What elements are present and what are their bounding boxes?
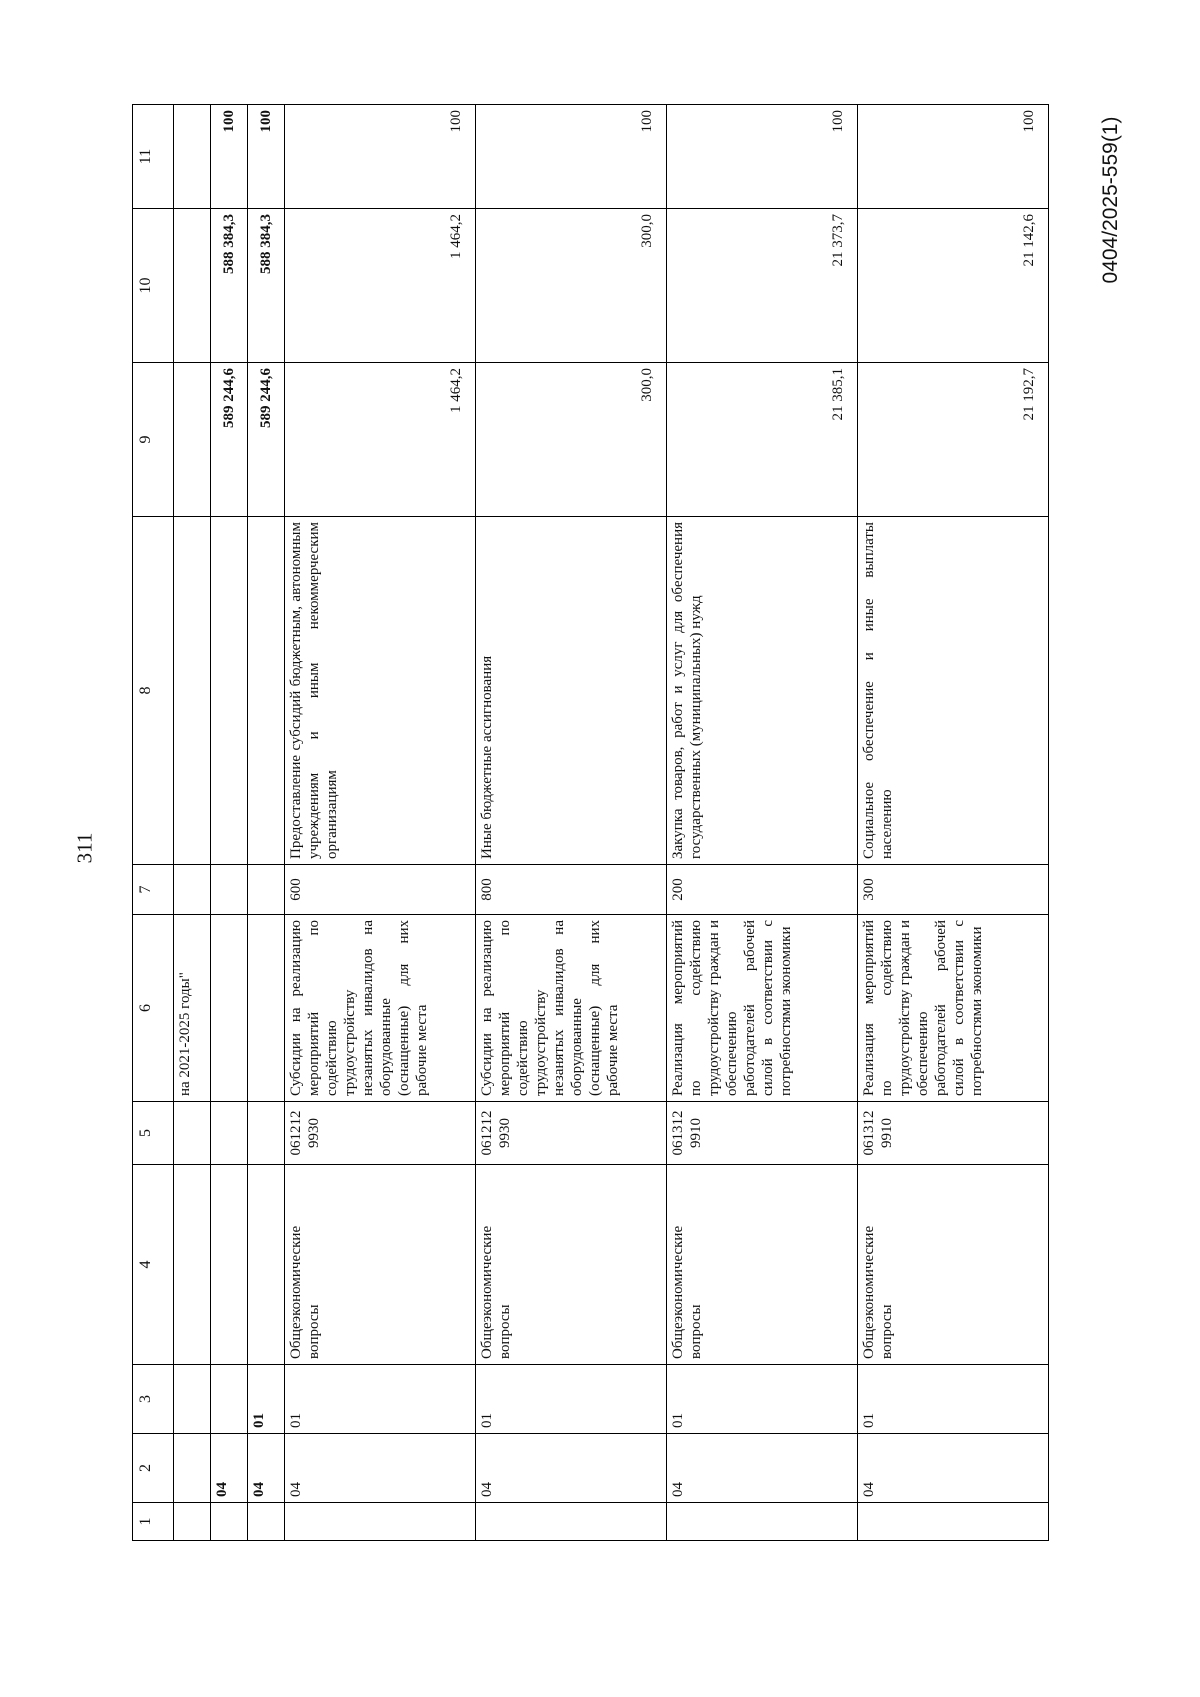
cell-subsection-name (248, 1165, 285, 1365)
header-row (133, 105, 174, 1541)
program-title-row (174, 105, 211, 1541)
cell-expense-type: 200 (667, 865, 858, 915)
cell-executed: 1 464,2 (285, 209, 476, 363)
cell-subsection-name: Общеэкономические вопросы (858, 1165, 1049, 1365)
cell-target-code: 061212 9930 (285, 1102, 476, 1165)
cell-c1 (211, 1503, 248, 1541)
cell-target-name: Реализация мероприятий по содействию трудоустройству граждан и обеспечению работодателей рабочей силой в соответствии с потребностями экономики (667, 915, 858, 1102)
col-header-10: 10 (133, 209, 174, 363)
cell-executed: 300,0 (476, 209, 667, 363)
cell-c1 (476, 1503, 667, 1541)
cell-expense-name: Закупка товаров, работ и услуг для обеспечения государственных (муниципальных) нужд (667, 517, 858, 865)
cell-expense-type: 300 (858, 865, 1049, 915)
col-header-5: 5 (133, 1102, 174, 1165)
cell-planned: 21 385,1 (667, 363, 858, 517)
cell-target-name: Реализация мероприятий по содействию трудоустройству граждан и обеспечению работодателей рабочей силой в соответствии с потребностями экономики (858, 915, 1049, 1102)
cell-section: 04 (248, 1434, 285, 1503)
cell-subsection (211, 1365, 248, 1434)
col-header-7: 7 (133, 865, 174, 915)
cell-section: 04 (858, 1434, 1049, 1503)
col-header-6: 6 (133, 915, 174, 1102)
cell-target-name (211, 915, 248, 1102)
cell-target-code (211, 1102, 248, 1165)
cell-expense-name: Социальное обеспечение и иные выплаты населению (858, 517, 1049, 865)
cell-section: 04 (667, 1434, 858, 1503)
cell-expense-type (248, 865, 285, 915)
col-header-2: 2 (133, 1434, 174, 1503)
col-header-8: 8 (133, 517, 174, 865)
cell-c1 (285, 1503, 476, 1541)
cell-section: 04 (476, 1434, 667, 1503)
cell-percent: 100 (858, 105, 1049, 209)
col-header-1: 1 (133, 1503, 174, 1541)
cell-percent: 100 (285, 105, 476, 209)
page-number: 311 (72, 832, 97, 864)
cell-expense-type: 600 (285, 865, 476, 915)
cell-executed: 588 384,3 (248, 209, 285, 363)
col-header-11: 11 (133, 105, 174, 209)
cell-target-code: 061312 9910 (667, 1102, 858, 1165)
budget-table-rotated (132, 105, 1037, 1541)
cell-subsection: 01 (476, 1365, 667, 1434)
cell-planned: 1 464,2 (285, 363, 476, 517)
col-header-3: 3 (133, 1365, 174, 1434)
cell-target-name: Субсидии на реализацию мероприятий по содействию трудоустройству незанятых инвалидов на оборудованные (оснащенные) для них рабочие места (476, 915, 667, 1102)
cell-expense-name (211, 517, 248, 865)
cell-expense-name (248, 517, 285, 865)
cell-target-name: Субсидии на реализацию мероприятий по содействию трудоустройству незанятых инвалидов на оборудованные (оснащенные) для них рабочие места (285, 915, 476, 1102)
cell-percent: 100 (667, 105, 858, 209)
cell-c1 (667, 1503, 858, 1541)
cell-subsection-name: Общеэкономические вопросы (476, 1165, 667, 1365)
cell-c1 (248, 1503, 285, 1541)
cell-target-code: 061212 9930 (476, 1102, 667, 1165)
cell-executed: 21 142,6 (858, 209, 1049, 363)
cell-target-code: 061312 9910 (858, 1102, 1049, 1165)
cell-section: 04 (285, 1434, 476, 1503)
cell-executed: 588 384,3 (211, 209, 248, 363)
cell-subsection: 01 (248, 1365, 285, 1434)
table-row (667, 105, 858, 1541)
cell-subsection: 01 (667, 1365, 858, 1434)
cell-target-name (248, 915, 285, 1102)
cell-percent: 100 (211, 105, 248, 209)
col-header-4: 4 (133, 1165, 174, 1365)
cell-subsection-name (211, 1165, 248, 1365)
cell-percent: 100 (476, 105, 667, 209)
cell-subsection-name: Общеэкономические вопросы (667, 1165, 858, 1365)
cell-expense-type (211, 865, 248, 915)
program-title-cont: на 2021-2025 годы" (174, 915, 211, 1102)
document-code: 0404/2025-559(1) (1099, 116, 1122, 284)
subsection-total-row (248, 105, 285, 1541)
col-header-9: 9 (133, 363, 174, 517)
cell-planned: 589 244,6 (211, 363, 248, 517)
cell-subsection: 01 (285, 1365, 476, 1434)
table-row (476, 105, 667, 1541)
cell-subsection: 01 (858, 1365, 1049, 1434)
cell-expense-type: 800 (476, 865, 667, 915)
cell-target-code (248, 1102, 285, 1165)
cell-planned: 300,0 (476, 363, 667, 517)
cell-expense-name: Предоставление субсидий бюджетным, автономным учреждениям и иным некоммерческим организациям (285, 517, 476, 865)
cell-percent: 100 (248, 105, 285, 209)
cell-executed: 21 373,7 (667, 209, 858, 363)
cell-subsection-name: Общеэкономические вопросы (285, 1165, 476, 1365)
cell-section: 04 (211, 1434, 248, 1503)
section-total-row (211, 105, 248, 1541)
table-row (285, 105, 476, 1541)
table-row (858, 105, 1049, 1541)
cell-planned: 589 244,6 (248, 363, 285, 517)
cell-c1 (858, 1503, 1049, 1541)
cell-expense-name: Иные бюджетные ассигнования (476, 517, 667, 865)
cell-planned: 21 192,7 (858, 363, 1049, 517)
budget-table (132, 104, 1049, 1541)
